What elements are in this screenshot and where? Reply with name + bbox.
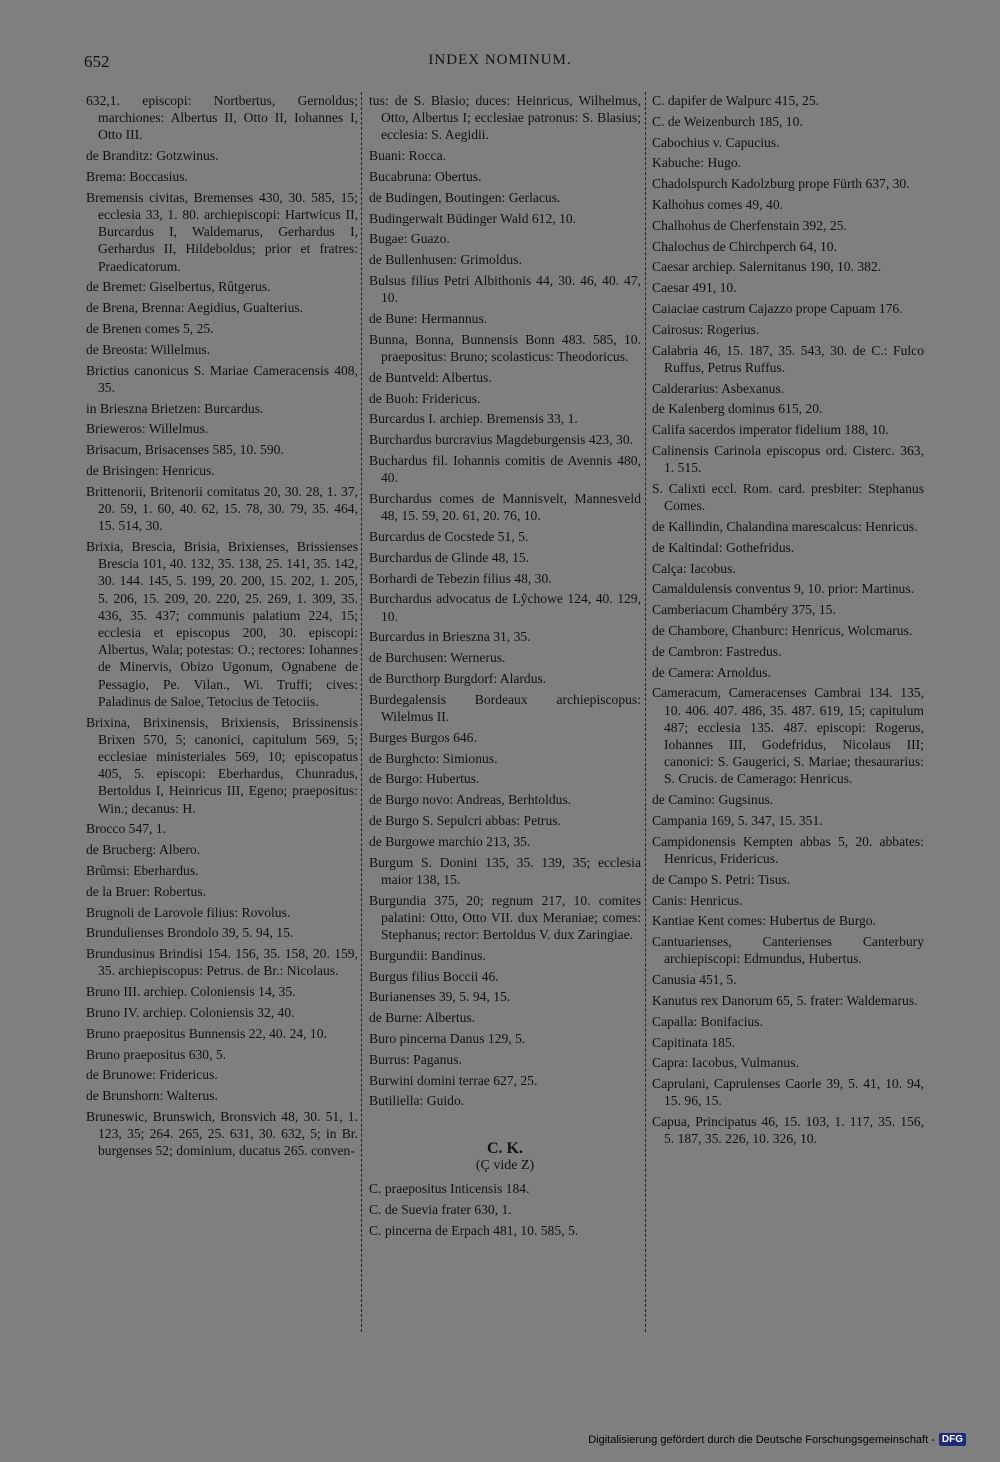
index-entry: Calderarius: Asbexanus. bbox=[652, 380, 785, 396]
index-entry: Canusia 451, 5. bbox=[652, 972, 737, 988]
index-entry: tus: de S. Blasio; duces: Heinricus, Wilhelmus, Otto, Albertus I; ecclesiae patronus: S. Blasius; ecclesia: S. Aegidii. bbox=[369, 93, 641, 143]
index-entry: Burchardus de Glinde 48, 15. bbox=[369, 549, 530, 565]
index-entry: Calça: Iacobus. bbox=[652, 560, 736, 576]
index-entry: Calabria 46, 15. 187, 35. 543, 30. de C.: Fulco Ruffus, Petrus Ruffus. bbox=[652, 342, 924, 375]
index-entry: Brundusinus Brindisi 154. 156, 35. 158, 20. 159, 35. archiepiscopus: Petrus. de Br.: Nicolaus. bbox=[86, 946, 358, 979]
index-entry: Burgum S. Donini 135, 35. 139, 35; ecclesia maior 138, 15. bbox=[369, 854, 641, 887]
index-entry: Brieweros: Willelmus. bbox=[86, 421, 209, 437]
index-entry: Bucabruna: Obertus. bbox=[369, 169, 482, 184]
index-entry: de Burgo novo: Andreas, Berhtoldus. bbox=[369, 792, 572, 808]
index-entry: Burgundii: Bandinus. bbox=[369, 947, 486, 963]
index-entry: in Brieszna Brietzen: Burcardus. bbox=[86, 400, 264, 416]
index-entry: Budingerwalt Büdinger Wald 612, 10. bbox=[369, 210, 577, 226]
index-entry: de Burgo: Hubertus. bbox=[369, 771, 480, 787]
index-entry: Cabochius v. Capucius. bbox=[652, 134, 780, 150]
index-entry: Campania 169, 5. 347, 15. 351. bbox=[652, 812, 823, 828]
index-entry: Campidonensis Kempten abbas 5, 20. abbates: Henricus, Fridericus. bbox=[652, 833, 924, 866]
index-column-1 bbox=[86, 92, 358, 1163]
index-entry: Capitinata 185. bbox=[652, 1034, 736, 1050]
index-entry: de Brucberg: Albero. bbox=[86, 842, 201, 858]
index-entry: Burgus filius Boccii 46. bbox=[369, 968, 499, 984]
index-entry: Burcardus de Cocstede 51, 5. bbox=[369, 528, 529, 544]
index-entry: Butiliella: Guido. bbox=[369, 1093, 465, 1109]
index-entry: de Camera: Arnoldus. bbox=[652, 664, 771, 680]
dfg-logo: DFG bbox=[939, 1433, 966, 1446]
index-entry: C. pincerna de Erpach 481, 10. 585, 5. bbox=[369, 1222, 579, 1238]
column-divider bbox=[645, 92, 646, 1332]
section-heading: C. K. bbox=[487, 1139, 523, 1157]
index-entry: Burwini domini terrae 627, 25. bbox=[369, 1072, 538, 1088]
index-entry: Caprulani, Caprulenses Caorle 39, 5. 41, 10. 94, 15. 96, 15. bbox=[652, 1076, 924, 1109]
index-entry: Brûmsi: Eberhardus. bbox=[86, 863, 199, 879]
index-entry: de Brunowe: Fridericus. bbox=[86, 1067, 218, 1083]
index-entry: Capra: Iacobus, Vulmanus. bbox=[652, 1055, 799, 1071]
index-entry: Brisacum, Brisacenses 585, 10. 590. bbox=[86, 442, 284, 458]
index-entry: de Camino: Gugsinus. bbox=[652, 792, 774, 808]
index-entry: Brixia, Brescia, Brisia, Brixienses, Brissienses Brescia 101, 40. 132, 35. 138, 25. 141, 35. 142, 30. 144. 145, 5. 199, 20. 200, 15. 202, 1. 205, 5. 206, 15. 209, 20. 220, 25. 269, 1. 309, 35. 436, 35. 437; communis palatium 224, 15; ecclesia et episcopus 200, 30. episcopi: Albertus, Wala; potestas: O.; rectores: Iohannes de Minervis, Obizo Ugonum, Ognabene de Pessagio, Pe. Vilan., Wi. Truffi; cives: Paladinus de Saloe, Tetocius de Tetociis. bbox=[86, 538, 358, 709]
index-entry: Caiaciae castrum Cajazzo prope Capuam 176. bbox=[652, 300, 903, 316]
index-entry: Bruno praepositus 630, 5. bbox=[86, 1046, 227, 1062]
footer-credit bbox=[588, 1433, 966, 1446]
index-entry: de Burne: Albertus. bbox=[369, 1010, 476, 1026]
index-entry: Bruno praepositus Bunnensis 22, 40. 24, 10. bbox=[86, 1025, 327, 1041]
index-entry: Buro pincerna Danus 129, 5. bbox=[369, 1030, 526, 1046]
index-entry: Cameracum, Cameracenses Cambrai 134. 135, 10. 406. 407. 486, 35. 487. 619, 15; capitulum 487; ecclesia 135. 487. episcopi: Rogerus, Iohannes III, Godefridus, Nicolaus III; canonici: S. Gaugerici, S. Mariae; thesaurarius: S. Crucis. de Camerago: Henricus. bbox=[652, 685, 924, 787]
index-entry: Burgundia 375, 20; regnum 217, 10. comites palatini: Otto, Otto VII. dux Meraniae; comes: Stephanus; rector: Bertoldus V. dux Zaringiae. bbox=[369, 892, 641, 942]
index-entry: Brundulienses Brondolo 39, 5. 94, 15. bbox=[86, 925, 294, 941]
index-entry: Kalhohus comes 49, 40. bbox=[652, 196, 784, 212]
index-entry: Brixina, Brixinensis, Brixiensis, Brissinensis Brixen 570, 5; canonici, capitulum 569, 5; ecclesiae ministeriales 569, 10; episcopatus 405, 5. episcopi: Eberhardus, Chunradus, Bertoldus I, Heinricus III, Egeno; praepositus: Win.; decanus: H. bbox=[86, 714, 358, 816]
index-entry: C. dapifer de Walpurc 415, 25. bbox=[652, 93, 820, 108]
index-entry: C. praepositus Inticensis 184. bbox=[369, 1180, 530, 1196]
index-entry: Caesar 491, 10. bbox=[652, 280, 737, 296]
running-head: INDEX NOMINUM. bbox=[428, 52, 572, 68]
index-entry: de Kalenberg dominus 615, 20. bbox=[652, 401, 823, 417]
index-entry: Kabuche: Hugo. bbox=[652, 155, 742, 171]
index-entry: 632,1. episcopi: Nortbertus, Gernoldus; marchiones: Albertus II, Otto II, Iohannes I, Otto III. bbox=[86, 93, 358, 143]
index-entry: Brema: Boccasius. bbox=[86, 169, 188, 184]
index-entry: de Kaltindal: Gothefridus. bbox=[652, 539, 795, 555]
index-entry: Caesar archiep. Salernitanus 190, 10. 382. bbox=[652, 259, 882, 275]
index-entry: Buchardus fil. Iohannis comitis de Avennis 480, 40. bbox=[369, 452, 641, 486]
index-entry: Buani: Rocca. bbox=[369, 148, 447, 164]
index-entry: Chalhohus de Cherfenstain 392, 25. bbox=[652, 217, 847, 233]
index-entry: de Brenen comes 5, 25. bbox=[86, 321, 214, 336]
index-entry: Bulsus filius Petri Albithonis 44, 30. 46, 40. 47, 10. bbox=[369, 272, 641, 306]
page-number: 652 bbox=[84, 52, 110, 71]
index-entry: Canis: Henricus. bbox=[652, 892, 743, 908]
footer-text: Digitalisierung gefördert durch die Deutsche Forschungsgemeinschaft - bbox=[588, 1433, 935, 1446]
index-entry: Kantiae Kent comes: Hubertus de Burgo. bbox=[652, 913, 876, 929]
index-entry: Califa sacerdos imperator fidelium 188, 10. bbox=[652, 422, 889, 438]
index-entry: de Bune: Hermannus. bbox=[369, 310, 488, 326]
index-entry: de Chambore, Chanburc: Henricus, Wolcmarus. bbox=[652, 622, 913, 638]
section-entries bbox=[369, 1180, 641, 1239]
index-entry: de Campo S. Petri: Tisus. bbox=[652, 871, 791, 887]
index-entry: Calinensis Carinola episcopus ord. Cisterc. 363, 1. 515. bbox=[652, 442, 924, 476]
index-entry: Bunna, Bonna, Bunnensis Bonn 483. 585, 10. praepositus: Bruno; scolasticus: Theodoricus. bbox=[369, 331, 641, 364]
index-entry: de Buntveld: Albertus. bbox=[369, 369, 492, 385]
index-entry: Burges Burgos 646. bbox=[369, 729, 477, 745]
index-entry: Burchardus advocatus de Lŷchowe 124, 40. 129, 10. bbox=[369, 591, 641, 624]
index-entry: de Brisingen: Henricus. bbox=[86, 462, 215, 478]
index-entry: de Bremet: Giselbertus, Rûtgerus. bbox=[86, 279, 271, 295]
index-entry: S. Calixti eccl. Rom. card. presbiter: Stephanus Comes. bbox=[652, 480, 924, 514]
index-column-2 bbox=[369, 92, 641, 1242]
index-entry: Burcardus in Brieszna 31, 35. bbox=[369, 629, 531, 645]
section-subheading: (Ç vide Z) bbox=[475, 1157, 535, 1173]
index-entry: de Budingen, Boutingen: Gerlacus. bbox=[369, 189, 561, 205]
index-entry: Burrus: Paganus. bbox=[369, 1051, 462, 1067]
index-entry: Burchardus comes de Mannisvelt, Mannesveld 48, 15. 59, 20. 61, 20. 76, 10. bbox=[369, 490, 641, 524]
index-entry: Burianenses 39, 5. 94, 15. bbox=[369, 989, 511, 1005]
index-entry: Bruneswic, Brunswich, Bronsvich 48, 30. 51, 1. 123, 35; 264. 265, 25. 631, 30. 632, 5; in Br. burgenses 52; dominium, ducatus 265. conven- bbox=[86, 1108, 358, 1159]
index-entry: Camberiacum Chambéry 375, 15. bbox=[652, 602, 836, 618]
index-column-3 bbox=[652, 92, 924, 1151]
index-entry: Burcardus I. archiep. Bremensis 33, 1. bbox=[369, 411, 578, 427]
index-entry: Kanutus rex Danorum 65, 5. frater: Waldemarus. bbox=[652, 992, 918, 1008]
index-entry: Cairosus: Rogerius. bbox=[652, 321, 760, 337]
index-entry: de Buoh: Fridericus. bbox=[369, 390, 481, 406]
index-entry: Cantuarienses, Canterienses Canterbury archiepiscopi: Edmundus, Hubertus. bbox=[652, 934, 924, 967]
index-entry: Burdegalensis Bordeaux archiepiscopus: Wilelmus II. bbox=[369, 691, 641, 724]
index-entry: Camaldulensis conventus 9, 10. prior: Martinus. bbox=[652, 581, 915, 597]
index-entry: Burchardus burcravius Magdeburgensis 423, 30. bbox=[369, 432, 634, 448]
index-entry: C. de Suevia frater 630, 1. bbox=[369, 1201, 512, 1217]
index-entry: Borhardi de Tebezin filius 48, 30. bbox=[369, 570, 552, 586]
column-divider bbox=[361, 92, 362, 1332]
index-entry: Brittenorii, Britenorii comitatus 20, 30. 28, 1. 37, 20. 59, 1. 60, 40. 62, 15. 78, 30. 79, 35. 464, 15. 514, 30. bbox=[86, 483, 358, 534]
index-entry: de la Bruer: Robertus. bbox=[86, 883, 207, 899]
index-entry: de Cambron: Fastredus. bbox=[652, 643, 782, 659]
index-entry: de Branditz: Gotzwinus. bbox=[86, 148, 219, 164]
index-entry: de Kallindin, Chalandina marescalcus: Henricus. bbox=[652, 518, 918, 534]
index-entry: Bremensis civitas, Bremenses 430, 30. 585, 15; ecclesia 33, 1. 80. archiepiscopi: Hartwicus II, Burcardus I, Waldemarus, Gerhardus I, Gerhardus II, Hildeboldus; prior et fratres: Praedicatorum. bbox=[86, 189, 358, 274]
index-entry: de Burghcto: Simionus. bbox=[369, 750, 498, 766]
index-entry: de Burgowe marchio 213, 35. bbox=[369, 833, 531, 849]
index-entry: Brocco 547, 1. bbox=[86, 821, 167, 837]
index-entry: Capalla: Bonifacius. bbox=[652, 1013, 763, 1029]
index-entry: Chalochus de Chirchperch 64, 10. bbox=[652, 238, 837, 254]
index-entry: Bugae: Guazo. bbox=[369, 231, 450, 247]
index-entry: Capua, Principatus 46, 15. 103, 1. 117, 35. 156, 5. 187, 35. 226, 10. 326, 10. bbox=[652, 1114, 924, 1147]
column-2-entries bbox=[369, 92, 641, 1110]
index-entry: de Burcthorp Burgdorf: Alardus. bbox=[369, 670, 547, 686]
index-entry: Bruno IV. archiep. Coloniensis 32, 40. bbox=[86, 1005, 295, 1020]
index-entry: Bruno III. archiep. Coloniensis 14, 35. bbox=[86, 984, 296, 1000]
index-entry: Brugnoli de Larovole filius: Rovolus. bbox=[86, 904, 291, 920]
index-entry: de Brena, Brenna: Aegidius, Gualterius. bbox=[86, 300, 304, 316]
index-entry: Brictius canonicus S. Mariae Cameracensis 408, 35. bbox=[86, 362, 358, 395]
index-entry: Chadolspurch Kadolzburg prope Fürth 637, 30. bbox=[652, 176, 910, 192]
index-entry: de Burchusen: Wernerus. bbox=[369, 650, 506, 666]
index-entry: de Brunshorn: Walterus. bbox=[86, 1088, 218, 1104]
index-entry: de Burgo S. Sepulcri abbas: Petrus. bbox=[369, 812, 561, 828]
index-entry: C. de Weizenburch 185, 10. bbox=[652, 113, 803, 129]
index-entry: de Bullenhusen: Grimoldus. bbox=[369, 252, 522, 268]
index-entry: de Breosta: Willelmus. bbox=[86, 341, 211, 357]
